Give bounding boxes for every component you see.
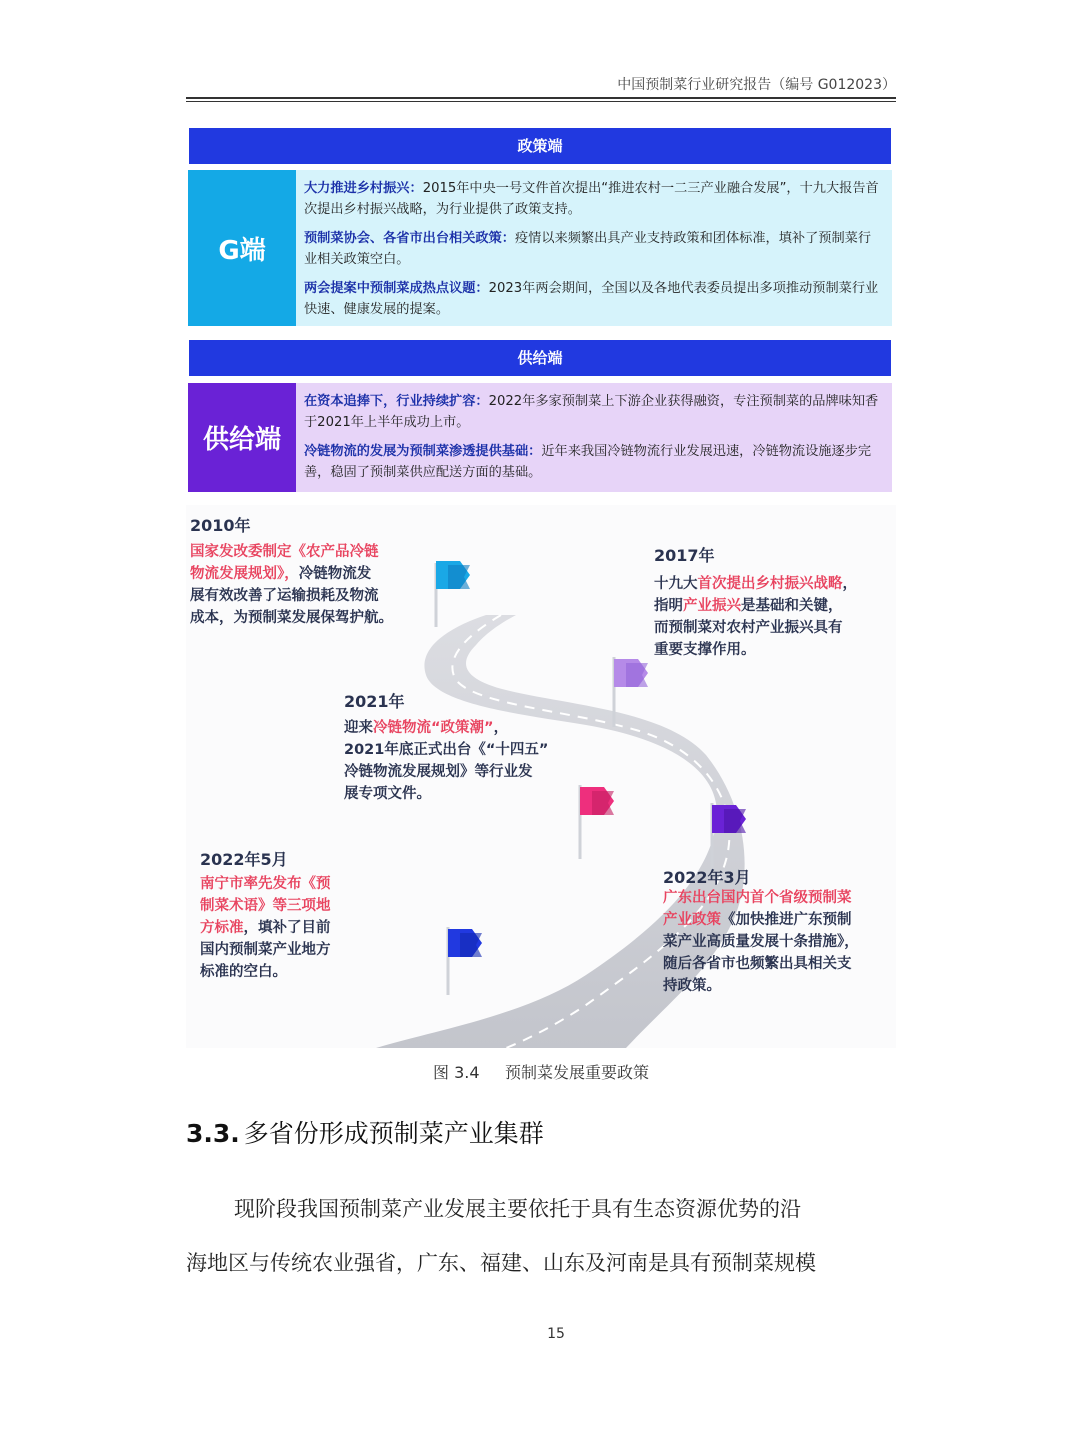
event-2017-line [654, 573, 890, 595]
event-2021-text [344, 717, 584, 805]
supply-content [296, 383, 892, 492]
event-2022-5-line [200, 895, 370, 917]
event-2022-3-plain: 《加快推进广东预制 [721, 912, 852, 928]
section-heading [186, 1114, 544, 1150]
event-2010-plain: 冷链物流发 [298, 566, 372, 582]
event-2010-line: 展有效改善了运输损耗及物流 [190, 588, 379, 604]
event-2021-plain: ， [493, 720, 509, 736]
page-number: 15 [547, 1326, 565, 1342]
event-2022-3-line: 广东出台国内首个省级预制菜 [663, 890, 852, 906]
policy-item-text: 2015年中央一号文件首次提出“推进农村一二三产业融合发展”，十九大报告首次提出乡村振兴战略，为行业提供了政策支持。 [304, 181, 879, 217]
supply-item-text: 近年来我国冷链物流行业发展迅速，冷链物流设施逐步完善，稳固了预制菜供应配送方面的基础。 [304, 444, 872, 480]
event-2022-5-year: 2022年5月 [200, 850, 288, 869]
policy-side-label: G端 [188, 170, 296, 326]
event-2022-3-highlight: 产业政策 [663, 912, 721, 928]
figure-caption-label: 图 3.4 [433, 1063, 480, 1082]
figure-caption [186, 1060, 896, 1083]
supply-item [304, 441, 884, 483]
supply-item-text: 2022年多家预制菜上下游企业获得融资，专注预制菜的品牌味知香于2021年上半年成功上市。 [304, 394, 879, 430]
flag-2021-icon [580, 785, 614, 859]
event-2022-5-line: 南宁市率先发布《预 [200, 876, 331, 892]
policy-item [304, 278, 884, 320]
event-2021-line [344, 717, 584, 739]
event-2021-highlight: 冷链物流“政策潮” [373, 720, 494, 736]
event-2022-3-line [663, 909, 891, 931]
event-2021-year: 2021年 [344, 692, 405, 711]
supply-banner: 供给端 [189, 340, 891, 376]
event-2022-5-highlight: 制菜术语》 [200, 898, 273, 914]
event-2017-line: 而预制菜对农村产业振兴具有 [654, 620, 843, 636]
event-2021-line: 2021年底正式出台《“十四五” [344, 742, 549, 758]
event-2017-line [654, 595, 890, 617]
body-paragraph-line: 海地区与传统农业强省，广东、福建、山东及河南是具有预制菜规模 [186, 1251, 816, 1275]
event-2017-text [654, 573, 890, 661]
policy-item [304, 178, 884, 220]
policy-item-lead: 两会提案中预制菜成热点议题： [304, 281, 489, 296]
policy-banner: 政策端 [189, 128, 891, 164]
supply-item [304, 391, 884, 433]
running-header: 中国预制菜行业研究报告（编号 G012023） [617, 77, 896, 93]
event-2017-line: 重要支撑作用。 [654, 642, 756, 658]
event-2017-plain: ， [842, 576, 857, 592]
figure-caption-text: 预制菜发展重要政策 [504, 1063, 649, 1082]
policy-content [296, 170, 892, 326]
event-2017-highlight: 产业振兴 [683, 598, 741, 614]
section-number: 3.3. [186, 1119, 240, 1148]
body-paragraph-line: 现阶段我国预制菜产业发展主要依托于具有生态资源优势的沿 [234, 1197, 801, 1221]
event-2017-plain: 指明 [654, 598, 683, 614]
event-2022-5-text [200, 873, 370, 983]
event-2022-5-highlight: 方标准 [200, 920, 244, 936]
event-2022-5-highlight: 等三项地 [272, 898, 331, 914]
event-2022-5-line: 标准的空白。 [200, 964, 287, 980]
event-2022-3-line: 菜产业高质量发展十条措施》， [663, 934, 859, 950]
event-2010-text [190, 541, 430, 629]
event-2010-line [190, 563, 430, 585]
event-2021-line: 展专项文件。 [344, 786, 431, 802]
event-2017-highlight: 首次提出乡村振兴战略 [697, 576, 843, 592]
supply-side-label: 供给端 [188, 383, 296, 492]
policy-roadmap-figure [186, 505, 896, 1048]
event-2022-3-line: 持政策。 [663, 978, 721, 994]
event-2021-line: 冷链物流发展规划》等行业发 [344, 764, 533, 780]
event-2022-5-line [200, 917, 370, 939]
policy-item-text: 疫情以来频繁出具产业支持政策和团体标准，填补了预制菜行业相关政策空白。 [304, 231, 872, 267]
event-2022-3-text [663, 887, 891, 997]
supply-item-lead: 在资本追捧下，行业持续扩容： [304, 394, 489, 409]
event-2010-year: 2010年 [190, 516, 251, 535]
event-2010-line: 国家发改委制定《农产品冷链 [190, 544, 379, 560]
event-2022-3-line: 随后各省市也频繁出具相关支 [663, 956, 852, 972]
event-2022-5-line: 国内预制菜产业地方 [200, 942, 331, 958]
policy-item-lead: 预制菜协会、各省市出台相关政策： [304, 231, 515, 246]
event-2017-plain: 是基础和关键， [741, 598, 843, 614]
flag-2010-icon [436, 561, 470, 627]
event-2021-plain: 迎来 [344, 720, 373, 736]
event-2010-line: 成本，为预制菜发展保驾护航。 [190, 610, 393, 626]
event-2022-3-year: 2022年3月 [663, 868, 751, 887]
flag-2022-5-icon [448, 927, 482, 995]
supply-item-lead: 冷链物流的发展为预制菜渗透提供基础： [304, 444, 542, 459]
section-title-text: 多省份形成预制菜产业集群 [243, 1119, 544, 1148]
policy-item-lead: 大力推进乡村振兴： [304, 181, 423, 196]
event-2010-highlight: 物流发展规划》， [190, 566, 299, 582]
event-2022-5-plain: ，填补了目前 [243, 920, 331, 936]
policy-item [304, 228, 884, 270]
header-rule-thick [186, 97, 896, 99]
event-2017-plain: 十九大 [654, 576, 698, 592]
event-2017-year: 2017年 [654, 546, 715, 565]
header-rule-thin [186, 101, 896, 102]
policy-item-text: 2023年两会期间，全国以及各地代表委员提出多项推动预制菜行业快速、健康发展的提案。 [304, 281, 879, 317]
